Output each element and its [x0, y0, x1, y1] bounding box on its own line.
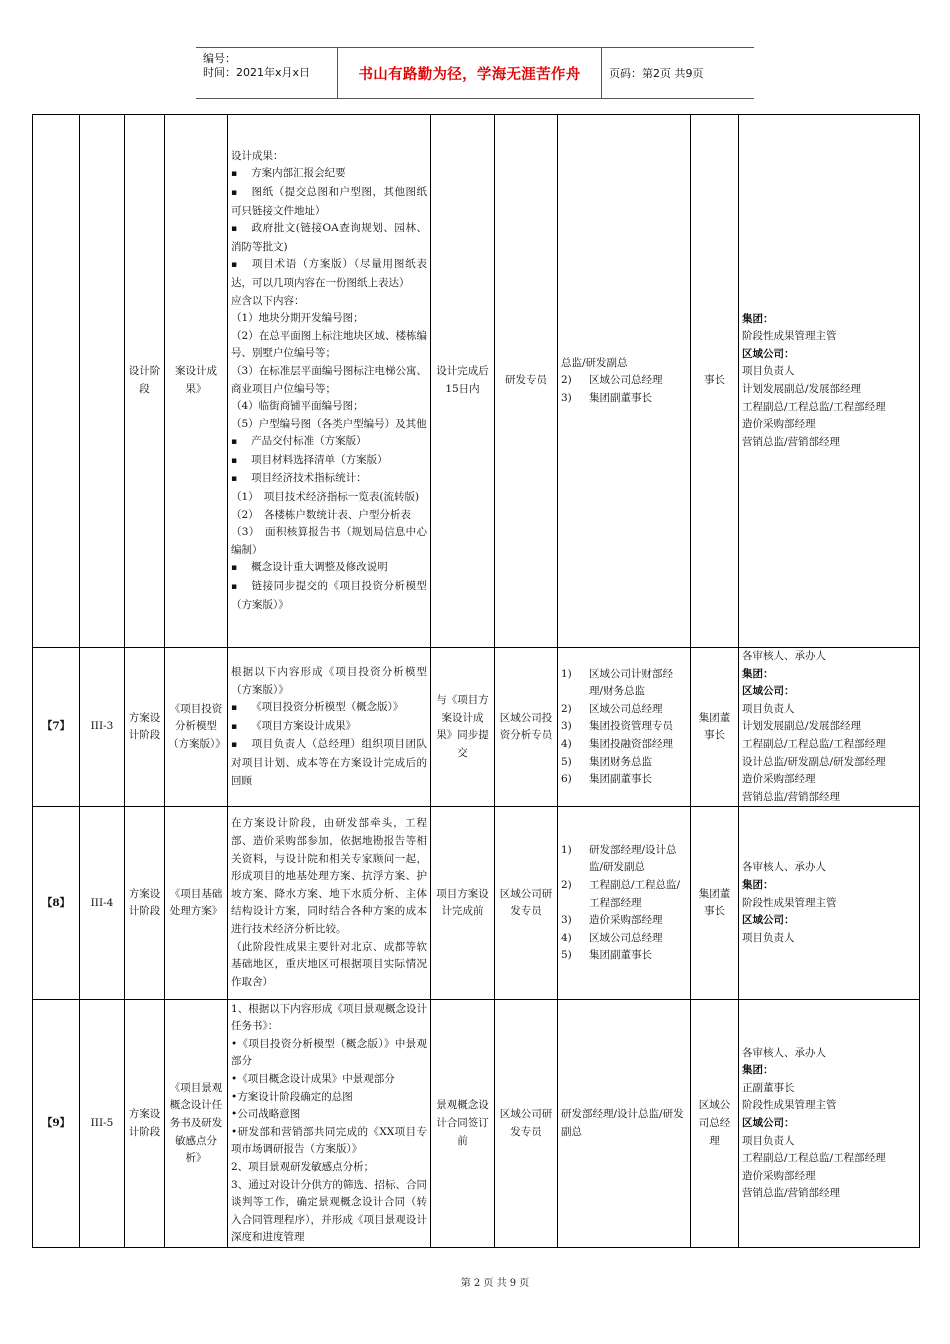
description-bullet: ▪ 《项目投资分析模型（概念版）》 — [231, 699, 427, 718]
approver-number: 4) — [561, 931, 572, 944]
notify-recipient: 设计总监/研发副总/研发部经理 — [742, 755, 886, 768]
approver-item — [561, 754, 687, 772]
row-time-limit: 设计完成后15日内 — [431, 115, 495, 648]
row-time-limit: 项目方案设计完成前 — [431, 807, 495, 1000]
description-line: （4）临街商铺平面编号图； — [231, 400, 364, 413]
description-line: （1） 项目技术经济指标一览表(流转版) — [231, 491, 420, 504]
row-final-approver: 区域公司总经理 — [691, 1000, 739, 1248]
notify-group-heading: 区域公司： — [742, 1117, 795, 1130]
notify-recipient: 工程副总/工程总监/工程部经理 — [742, 400, 886, 413]
approver-item — [561, 355, 687, 373]
notify-group-heading: 集团： — [742, 667, 774, 680]
notify-group-heading: 集团： — [742, 1064, 774, 1077]
notify-recipient: 计划发展副总/发展部经理 — [742, 383, 862, 395]
table-row — [33, 115, 920, 648]
notify-recipient: 项目负责人 — [742, 1134, 795, 1147]
approver-item — [561, 390, 687, 408]
notify-group-heading: 集团： — [742, 878, 774, 891]
row-final-approver: 集团董事长 — [691, 648, 739, 807]
notify-recipient: 各审核人、承办人 — [742, 650, 826, 662]
approver-text: 集团财务总监 — [589, 755, 652, 768]
approver-text: 集团副董事长 — [589, 391, 652, 404]
approver-text: 区域公司总经理 — [589, 931, 663, 944]
description-bullet: ▪ 项目经济技术指标统计： — [231, 470, 427, 489]
description-line: •研发部和营销部共同完成的《XX项目专项市场调研报告（方案版）》 — [231, 1125, 427, 1156]
notify-group-heading: 区域公司： — [742, 914, 795, 927]
description-bullet: ▪ 项目负责人（总经理）组织项目团队对项目计划、成本等在方案设计完成后的回顾 — [231, 736, 427, 790]
row-index: 【7】 — [33, 648, 80, 807]
approver-text: 区域公司总经理 — [589, 374, 663, 387]
description-bullet: ▪ 政府批文(链接OA查询规划、园林、消防等批文) — [231, 220, 427, 256]
deliverables-table — [32, 114, 920, 1248]
row-responsible: 区域公司投资分析专员 — [495, 648, 558, 807]
approver-text: 研发部经理/设计总监/研发副总 — [589, 843, 677, 874]
approver-number: 5) — [561, 949, 572, 962]
notify-recipient: 项目负责人 — [742, 365, 795, 378]
row-index: 【9】 — [33, 1000, 80, 1248]
row-time-limit: 景观概念设计合同签订前 — [431, 1000, 495, 1248]
approver-text: 区域公司总经理 — [589, 702, 663, 715]
header-motto: 书山有路勤为径，学海无涯苦作舟 — [338, 48, 602, 98]
row-approvers — [558, 648, 691, 807]
page-footer — [0, 1274, 950, 1289]
table-row — [33, 807, 920, 1000]
description-line: •《项目投资分析模型（概念版）》中景观部分 — [231, 1037, 427, 1068]
document-number-label: 编号： — [203, 52, 236, 65]
approver-item — [561, 718, 687, 736]
row-responsible: 区域公司研发专员 — [495, 1000, 558, 1248]
description-bullet: ▪ 项目材料选择清单（方案版） — [231, 452, 427, 471]
approver-item — [561, 930, 687, 948]
row-code: III-3 — [80, 648, 125, 807]
approver-number: 2) — [561, 878, 572, 891]
approver-text: 总监/研发副总 — [561, 356, 628, 369]
row-notify-list — [739, 648, 920, 807]
description-line: 1、根据以下内容形成《项目景观概念设计任务书》： — [231, 1002, 427, 1033]
notify-recipient: 各审核人、承办人 — [742, 1046, 826, 1059]
row-description — [228, 115, 431, 648]
row-stage: 设计阶段 — [125, 115, 165, 648]
approver-item — [561, 666, 687, 701]
approver-number: 6) — [561, 773, 572, 786]
notify-recipient: 工程副总/工程总监/工程部经理 — [742, 1152, 886, 1165]
approver-item — [561, 771, 687, 789]
notify-recipient: 营销总监/营销部经理 — [742, 790, 841, 803]
description-line: （5）户型编号图（各类户型编号）及其他 — [231, 417, 427, 430]
row-code: III-4 — [80, 807, 125, 1000]
notify-recipient: 阶段性成果管理主管 — [742, 896, 837, 909]
document-time-label: 时间：2021年x月x日 — [203, 66, 311, 79]
approver-text: 工程副总/工程总监/工程部经理 — [589, 878, 681, 909]
description-line: （2）在总平面图上标注地块区域、楼栋编号、别墅户位编号等； — [231, 329, 427, 360]
description-line: 2、项目景观研发敏感点分析； — [231, 1161, 375, 1174]
notify-group-heading: 区域公司： — [742, 347, 795, 360]
approver-item — [561, 877, 687, 912]
approver-item — [561, 1106, 687, 1141]
footer-page-number: 第 2 页 共 9 页 — [460, 1278, 530, 1289]
approver-number: 4) — [561, 737, 572, 750]
row-approvers — [558, 115, 691, 648]
row-responsible: 研发专员 — [495, 115, 558, 648]
notify-recipient: 正副董事长 — [742, 1081, 795, 1094]
approver-item — [561, 912, 687, 930]
row-description — [228, 648, 431, 807]
notify-recipient: 造价采购部经理 — [742, 418, 816, 431]
approver-item — [561, 736, 687, 754]
approver-number: 3) — [561, 720, 572, 733]
notify-recipient: 工程副总/工程总监/工程部经理 — [742, 737, 886, 750]
row-code — [80, 115, 125, 648]
approver-text: 研发部经理/设计总监/研发副总 — [561, 1108, 684, 1138]
approver-text: 集团投资管理专员 — [589, 720, 673, 733]
approver-text: 区域公司计财部经理/财务总监 — [589, 667, 673, 698]
row-deliverable-name: 《项目投资分析模型（方案版）》 — [165, 648, 228, 807]
approver-number: 3) — [561, 391, 572, 404]
notify-recipient: 营销总监/营销部经理 — [742, 1187, 841, 1200]
notify-group-heading: 区域公司： — [742, 685, 795, 698]
description-line: •公司战略意图 — [231, 1108, 301, 1121]
notify-group-heading: 集团： — [742, 312, 774, 325]
description-bullet: ▪ 概念设计重大调整及修改说明 — [231, 559, 427, 578]
approver-item — [561, 842, 687, 877]
page-header — [196, 47, 754, 99]
description-line: •《项目概念设计成果》中景观部分 — [231, 1073, 395, 1086]
row-index: 【8】 — [33, 807, 80, 1000]
description-line: 应含以下内容： — [231, 294, 305, 307]
description-bullet: ▪ 图纸（提交总图和户型图，其他图纸可只链接文件地址） — [231, 184, 427, 220]
notify-recipient: 各审核人、承办人 — [742, 861, 826, 874]
header-meta-cell — [196, 48, 338, 98]
row-notify-list — [739, 1000, 920, 1248]
description-line: （2） 各楼栋户数统计表、户型分析表 — [231, 508, 411, 521]
row-approvers — [558, 1000, 691, 1248]
description-line: •方案设计阶段确定的总图 — [231, 1090, 353, 1103]
row-notify-list — [739, 807, 920, 1000]
row-code: III-5 — [80, 1000, 125, 1248]
notify-recipient: 造价采购部经理 — [742, 773, 816, 786]
description-bullet: ▪ 链接同步提交的《项目投资分析模型（方案版）》 — [231, 578, 427, 614]
notify-recipient: 项目负责人 — [742, 702, 795, 715]
row-stage: 方案设计阶段 — [125, 1000, 165, 1248]
approver-text: 造价采购部经理 — [589, 914, 663, 927]
row-final-approver: 事长 — [691, 115, 739, 648]
approver-number: 2) — [561, 374, 572, 387]
table-row — [33, 648, 920, 807]
row-deliverable-name: 案设计成果》 — [165, 115, 228, 648]
notify-recipient: 阶段性成果管理主管 — [742, 330, 837, 343]
approver-number: 1) — [561, 843, 572, 856]
row-deliverable-name: 《项目基础处理方案》 — [165, 807, 228, 1000]
description-bullet: ▪ 产品交付标准（方案版） — [231, 433, 427, 452]
header-page-info: 页码：第2页 共9页 — [609, 67, 704, 80]
description-line: （3）在标准层平面编号图标注电梯公寓、商业项目户位编号等； — [231, 364, 427, 395]
description-line: 设计成果： — [231, 149, 284, 162]
description-line: 3、通过对设计分供方的筛选、招标、合同谈判等工作，确定景观概念设计合同（转入合同管理程序），并形成《项目景观设计深度和进度管理 — [231, 1178, 427, 1244]
row-stage: 方案设计阶段 — [125, 807, 165, 1000]
table-body — [33, 115, 920, 1248]
approver-item — [561, 947, 687, 965]
approver-number: 1) — [561, 667, 572, 680]
row-notify-list — [739, 115, 920, 648]
description-line: （1）地块分期开发编号图； — [231, 312, 364, 325]
row-responsible: 区域公司研发专员 — [495, 807, 558, 1000]
description-line: （3） 面积核算报告书（规划局信息中心编制） — [231, 526, 427, 556]
row-final-approver: 集团董事长 — [691, 807, 739, 1000]
notify-recipient: 项目负责人 — [742, 931, 795, 944]
notify-recipient: 阶段性成果管理主管 — [742, 1099, 837, 1112]
approver-item — [561, 701, 687, 719]
row-description — [228, 807, 431, 1000]
description-bullet: ▪ 项目术语（方案版）（尽量用图纸表达，可以几项内容在一份图纸上表达） — [231, 256, 427, 292]
description-line: 在方案设计阶段，由研发部牵头，工程部、造价采购部参加，依据地勘报告等相关资料，与设计院和相关专家顾问一起，形成项目的地基处理方案、抗浮方案、护坡方案、降水方案、地下水质分析、主体结构设计方案，同时结合各种方案的成本进行技术经济分析比较。 — [231, 817, 427, 935]
table-row — [33, 1000, 920, 1248]
approver-text: 集团投融资部经理 — [589, 737, 673, 750]
notify-recipient: 计划发展副总/发展部经理 — [742, 720, 862, 733]
row-index — [33, 115, 80, 648]
row-stage: 方案设计阶段 — [125, 648, 165, 807]
description-bullet: ▪ 《项目方案设计成果》 — [231, 718, 427, 737]
approver-number: 5) — [561, 755, 572, 768]
approver-item — [561, 372, 687, 390]
description-bullet: ▪ 方案内部汇报会纪要 — [231, 165, 427, 184]
approver-text: 集团副董事长 — [589, 949, 652, 962]
approver-number: 2) — [561, 702, 572, 715]
row-approvers — [558, 807, 691, 1000]
row-deliverable-name: 《项目景观概念设计任务书及研发敏感点分析》 — [165, 1000, 228, 1248]
notify-recipient: 营销总监/营销部经理 — [742, 435, 841, 448]
approver-text: 集团副董事长 — [589, 773, 652, 786]
description-line: 根据以下内容形成《项目投资分析模型（方案版）》 — [231, 666, 427, 696]
approver-number: 3) — [561, 914, 572, 927]
description-line: （此阶段性成果主要针对北京、成都等软基础地区，重庆地区可根据项目实际情况作取舍） — [231, 940, 427, 988]
row-time-limit: 与《项目方案设计成果》同步提交 — [431, 648, 495, 807]
notify-recipient: 造价采购部经理 — [742, 1169, 816, 1182]
row-description — [228, 1000, 431, 1248]
